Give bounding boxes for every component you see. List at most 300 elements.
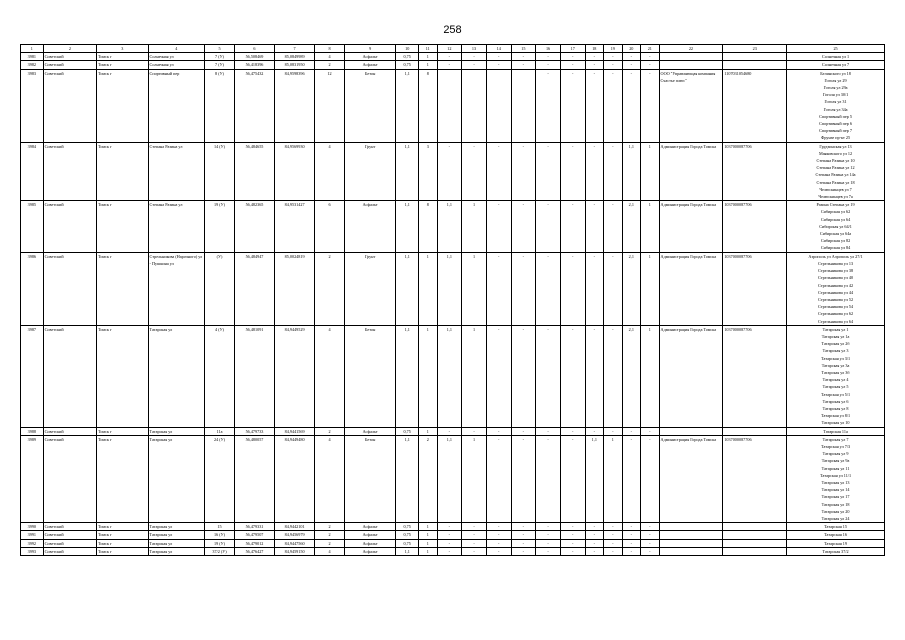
table-cell: Бетон: [344, 325, 395, 427]
table-cell: Степана Разина ул: [148, 201, 205, 252]
table-cell: 84,9456979: [275, 531, 315, 539]
table-cell: [462, 69, 487, 142]
table-cell: -: [511, 531, 536, 539]
table-cell: Грунт: [344, 252, 395, 325]
address-item: Стрельникова ул 52: [818, 296, 854, 302]
address-item: Гоголя ул 29: [824, 77, 847, 83]
table-cell: Томск г: [97, 252, 148, 325]
table-cell: -: [437, 531, 462, 539]
table-cell: -: [536, 61, 561, 69]
address-item: Степана Разина ул 14а: [815, 172, 856, 178]
table-cell: Асфальт: [344, 539, 395, 547]
table-cell: [659, 53, 723, 61]
address-list-cell: [787, 547, 885, 555]
address-item: Татарская ул 7/3: [820, 443, 851, 449]
table-cell: -: [536, 539, 561, 547]
table-cell: -: [641, 69, 660, 142]
table-cell: -: [486, 539, 511, 547]
table-cell: -: [462, 427, 487, 435]
address-list-cell: [787, 539, 885, 547]
column-header: 10: [396, 45, 419, 53]
address-item: Татарская ул 3б: [821, 369, 850, 375]
table-cell: 1: [641, 142, 660, 201]
table-cell: -: [622, 531, 641, 539]
table-cell: -: [486, 201, 511, 252]
table-cell: -: [511, 61, 536, 69]
table-cell: 1: [641, 325, 660, 427]
table-cell: -: [560, 547, 585, 555]
table-cell: 0,75: [396, 531, 419, 539]
address-item: Степана Разина ул 18: [816, 179, 855, 185]
column-header: 16: [536, 45, 561, 53]
table-cell: 85,0831950: [275, 61, 315, 69]
table-cell: Советский: [43, 61, 96, 69]
table-cell: 1: [419, 427, 438, 435]
table-row: [21, 53, 885, 61]
address-item: Стрельникова ул 42: [818, 282, 854, 288]
column-header: 7: [275, 45, 315, 53]
column-header: 6: [234, 45, 274, 53]
table-cell: Бетон: [344, 69, 395, 142]
address-item: Сибирская ул 64а: [819, 231, 852, 237]
table-cell: -: [585, 53, 604, 61]
table-cell: Советский: [43, 252, 96, 325]
table-cell: -: [536, 69, 561, 142]
table-cell: 56,484947: [234, 252, 274, 325]
table-cell: -: [641, 539, 660, 547]
column-header: 21: [641, 45, 660, 53]
table-cell: -: [585, 531, 604, 539]
table-cell: -: [486, 53, 511, 61]
table-cell: 3989: [21, 435, 44, 522]
table-cell: 1: [419, 325, 438, 427]
table-cell: 7 (У): [205, 53, 235, 61]
table-cell: 84,9569930: [275, 142, 315, 201]
register-table: [20, 44, 885, 556]
table-cell: -: [604, 69, 623, 142]
table-cell: 56,479012: [234, 539, 274, 547]
table-cell: -: [560, 523, 585, 531]
table-cell: 1,1: [396, 201, 419, 252]
table-cell: 1: [419, 539, 438, 547]
table-cell: Советский: [43, 435, 96, 522]
table-cell: -: [462, 523, 487, 531]
table-cell: 2: [315, 523, 345, 531]
table-cell: 4: [315, 547, 345, 555]
address-item: Татарская ул 6: [822, 398, 849, 404]
column-header: 13: [462, 45, 487, 53]
table-cell: Томск г: [97, 539, 148, 547]
address-item: Татарская ул 8: [822, 405, 849, 411]
column-header: 19: [604, 45, 623, 53]
table-cell: [723, 53, 787, 61]
table-cell: -: [560, 61, 585, 69]
column-header: 17: [560, 45, 585, 53]
table-cell: -: [622, 427, 641, 435]
address-item: Гоголя ул 34а: [823, 106, 848, 112]
table-cell: 1037000087706: [723, 325, 787, 427]
table-row: [21, 325, 885, 427]
address-item: Стрельникова ул 54: [818, 304, 854, 310]
table-cell: 11а: [205, 427, 235, 435]
table-cell: 1,1: [622, 142, 641, 201]
table-cell: -: [486, 523, 511, 531]
table-cell: 19 (У): [205, 539, 235, 547]
address-item: Гоголя ул 29а: [823, 85, 848, 91]
table-cell: [723, 427, 787, 435]
table-cell: -: [641, 427, 660, 435]
table-cell: Асфальт: [344, 531, 395, 539]
table-cell: Администрация Города Томска: [659, 142, 723, 201]
table-cell: 3: [419, 142, 438, 201]
table-cell: 1: [419, 53, 438, 61]
table-cell: Татарская ул: [148, 325, 205, 427]
table-cell: 6: [315, 201, 345, 252]
table-cell: -: [585, 201, 604, 252]
table-cell: 1,1: [396, 142, 419, 201]
table-cell: Советский: [43, 325, 96, 427]
table-cell: -: [486, 325, 511, 427]
address-item: Татарская ул 11/1: [820, 472, 852, 478]
table-cell: -: [560, 531, 585, 539]
column-header: 3: [97, 45, 148, 53]
table-cell: Асфальт: [344, 427, 395, 435]
address-item: Челюскинцев ул 7а: [818, 194, 853, 200]
address-list-cell: [787, 523, 885, 531]
table-cell: 15: [205, 523, 235, 531]
table-cell: 84,9447560: [275, 539, 315, 547]
address-item: Солнечная ул 7: [821, 62, 850, 68]
table-cell: 0,75: [396, 539, 419, 547]
table-cell: 1: [419, 523, 438, 531]
table-cell: Спортивный пер: [148, 69, 205, 142]
table-cell: -: [511, 435, 536, 522]
table-cell: 1,1: [437, 201, 462, 252]
table-cell: 56,479331: [234, 523, 274, 531]
table-row: [21, 523, 885, 531]
table-cell: 85,0024819: [275, 252, 315, 325]
table-cell: -: [604, 539, 623, 547]
table-cell: -: [511, 53, 536, 61]
table-cell: -: [622, 53, 641, 61]
table-cell: -: [560, 539, 585, 547]
table-cell: 1,1: [396, 69, 419, 142]
table-cell: -: [585, 539, 604, 547]
address-item: Грудзинская ул 13: [819, 143, 852, 149]
table-cell: 0,75: [396, 53, 419, 61]
table-cell: -: [536, 325, 561, 427]
table-cell: 0,75: [396, 61, 419, 69]
table-cell: (У): [205, 252, 235, 325]
table-cell: Администрация Города Томска: [659, 435, 723, 522]
table-row: [21, 531, 885, 539]
table-cell: -: [511, 325, 536, 427]
address-item: Татарская ул 17: [821, 494, 850, 500]
table-cell: 2: [315, 61, 345, 69]
table-cell: 4: [315, 325, 345, 427]
table-cell: -: [536, 53, 561, 61]
address-item: Татарская ул 14: [821, 487, 850, 493]
table-cell: [659, 547, 723, 555]
table-cell: -: [536, 547, 561, 555]
table-cell: 3987: [21, 325, 44, 427]
table-cell: -: [641, 523, 660, 531]
table-cell: Советский: [43, 142, 96, 201]
table-cell: 1037000087706: [723, 252, 787, 325]
table-cell: -: [622, 547, 641, 555]
table-cell: 85,0849989: [275, 53, 315, 61]
table-cell: 3988: [21, 427, 44, 435]
table-cell: -: [462, 61, 487, 69]
address-list-cell: [787, 435, 885, 522]
table-row: [21, 201, 885, 252]
table-cell: 1: [462, 325, 487, 427]
column-header: 8: [315, 45, 345, 53]
address-item: Татарская ул 24: [821, 516, 850, 521]
table-cell: Стрельникова (Нарочного) ул - Пушкина ул: [148, 252, 205, 325]
column-header: 9: [344, 45, 395, 53]
table-cell: 84,9531427: [275, 201, 315, 252]
table-cell: 1: [419, 547, 438, 555]
table-cell: -: [511, 523, 536, 531]
table-cell: [723, 61, 787, 69]
column-header: 12: [437, 45, 462, 53]
table-cell: 2,1: [622, 252, 641, 325]
table-cell: 16 (У): [205, 531, 235, 539]
table-cell: -: [585, 547, 604, 555]
table-cell: 56,481091: [234, 325, 274, 427]
table-cell: 1,1: [396, 435, 419, 522]
table-cell: Асфальт: [344, 523, 395, 531]
column-header: 18: [585, 45, 604, 53]
table-cell: Томск г: [97, 69, 148, 142]
address-item: Сибирская ул 64: [820, 216, 851, 222]
column-header: 5: [205, 45, 235, 53]
table-cell: Советский: [43, 53, 96, 61]
address-item: Спортивный пер 7: [819, 128, 852, 134]
table-cell: -: [486, 547, 511, 555]
table-cell: Советский: [43, 547, 96, 555]
table-cell: -: [437, 427, 462, 435]
table-cell: 3991: [21, 531, 44, 539]
table-cell: Советский: [43, 427, 96, 435]
table-cell: -: [511, 547, 536, 555]
table-cell: 0,75: [396, 523, 419, 531]
table-cell: -: [585, 523, 604, 531]
table-cell: -: [437, 539, 462, 547]
table-row: [21, 252, 885, 325]
table-cell: 8 (У): [205, 69, 235, 142]
table-cell: 1: [419, 252, 438, 325]
address-item: Солнечная ул 1: [821, 54, 850, 60]
table-cell: 3993: [21, 547, 44, 555]
table-cell: 1: [604, 435, 623, 522]
address-item: Татарская ул 9: [822, 451, 849, 457]
table-cell: Солнечная ул: [148, 61, 205, 69]
table-cell: 56,475432: [234, 69, 274, 142]
table-cell: [659, 427, 723, 435]
table-cell: -: [604, 547, 623, 555]
table-cell: 3986: [21, 252, 44, 325]
table-cell: -: [604, 252, 623, 325]
table-cell: Асфальт: [344, 201, 395, 252]
table-cell: -: [437, 142, 462, 201]
table-cell: Советский: [43, 539, 96, 547]
table-cell: [511, 69, 536, 142]
table-cell: Татарская ул: [148, 539, 205, 547]
table-cell: 3992: [21, 539, 44, 547]
table-cell: -: [437, 547, 462, 555]
address-item: Сибирская ул 82: [820, 238, 851, 244]
address-item: Татарская 19: [824, 540, 847, 546]
table-cell: -: [437, 61, 462, 69]
table-cell: -: [536, 523, 561, 531]
table-cell: 2: [419, 435, 438, 522]
table-cell: Асфальт: [344, 53, 395, 61]
address-item: Татарская 37/2: [822, 548, 849, 554]
table-cell: -: [462, 547, 487, 555]
address-item: Стрельникова ул 62: [818, 311, 854, 317]
address-list-cell: [787, 69, 885, 142]
table-cell: -: [560, 427, 585, 435]
column-header: 23: [723, 45, 787, 53]
table-cell: -: [622, 523, 641, 531]
table-cell: Советский: [43, 69, 96, 142]
table-cell: -: [604, 142, 623, 201]
column-header: 15: [511, 45, 536, 53]
table-cell: Томск г: [97, 427, 148, 435]
address-item: Сибирская ул 64/1: [819, 223, 852, 229]
address-item: Татарская ул 3а: [821, 362, 850, 368]
table-cell: 14 (У): [205, 142, 235, 201]
table-cell: Томск г: [97, 61, 148, 69]
table-cell: -: [437, 523, 462, 531]
table-cell: ООО "Управляющая компания Счастье плюс": [659, 69, 723, 142]
table-cell: -: [560, 53, 585, 61]
table-cell: 3981: [21, 53, 44, 61]
table-cell: -: [585, 252, 604, 325]
table-cell: -: [486, 142, 511, 201]
address-item: Спортивный пер 6: [819, 121, 852, 127]
address-list-cell: [787, 531, 885, 539]
address-item: Татарская ул 5/1: [820, 391, 851, 397]
table-cell: 1037000087706: [723, 142, 787, 201]
table-cell: -: [486, 435, 511, 522]
table-cell: 1: [641, 252, 660, 325]
table-cell: -: [486, 252, 511, 325]
table-cell: 0,75: [396, 427, 419, 435]
address-item: Степана Разина ул 10: [816, 158, 855, 164]
table-cell: -: [622, 69, 641, 142]
table-cell: 8: [419, 201, 438, 252]
address-item: Гоголя ул 30/1: [822, 92, 849, 98]
table-cell: 1: [419, 531, 438, 539]
table-cell: 2: [315, 531, 345, 539]
table-cell: Степана Разина ул: [148, 142, 205, 201]
address-item: Маяковского ул 12: [818, 150, 853, 156]
table-cell: Томск г: [97, 142, 148, 201]
table-cell: [659, 523, 723, 531]
column-header: 14: [486, 45, 511, 53]
table-cell: 24 (У): [205, 435, 235, 522]
table-cell: Асфальт: [344, 61, 395, 69]
address-item: Татарская 16: [824, 532, 847, 538]
table-cell: -: [536, 427, 561, 435]
table-cell: Советский: [43, 523, 96, 531]
table-cell: 19 (У): [205, 201, 235, 252]
address-item: Стрельникова ул 40: [818, 275, 854, 281]
address-item: Челюскинцев ул 7: [819, 186, 852, 192]
table-cell: Томск г: [97, 325, 148, 427]
table-cell: 1: [462, 435, 487, 522]
table-cell: 2: [315, 252, 345, 325]
table-cell: Томск г: [97, 523, 148, 531]
address-item: Татарская ул 3/1: [820, 355, 851, 361]
table-cell: -: [511, 201, 536, 252]
table-cell: -: [604, 325, 623, 427]
address-item: Татарская ул 11: [821, 465, 850, 471]
address-item: Белинского ул 18: [820, 70, 851, 76]
table-cell: Татарская ул: [148, 531, 205, 539]
table-cell: 1: [419, 61, 438, 69]
address-item: Татарская ул 13: [821, 479, 850, 485]
table-row: [21, 435, 885, 522]
address-list-cell: [787, 427, 885, 435]
table-cell: 4: [315, 142, 345, 201]
table-cell: Томск г: [97, 201, 148, 252]
table-cell: -: [536, 252, 561, 325]
table-cell: -: [604, 531, 623, 539]
table-cell: -: [604, 61, 623, 69]
table-cell: [723, 523, 787, 531]
table-cell: -: [560, 69, 585, 142]
table-row: [21, 427, 885, 435]
table-cell: 84,9449480: [275, 435, 315, 522]
table-cell: -: [462, 53, 487, 61]
table-cell: -: [622, 435, 641, 522]
address-item: Стрельникова ул 64: [818, 318, 854, 324]
address-item: Стрельникова ул 44: [818, 289, 854, 295]
address-item: Фрунзе пр-кт 25: [821, 135, 851, 141]
table-cell: -: [536, 201, 561, 252]
table-cell: Администрация Города Томска: [659, 252, 723, 325]
table-cell: -: [641, 531, 660, 539]
table-cell: -: [585, 142, 604, 201]
table-row: [21, 61, 885, 69]
table-cell: -: [560, 252, 585, 325]
table-cell: -: [622, 61, 641, 69]
table-cell: 8: [419, 69, 438, 142]
table-cell: 4 (У): [205, 325, 235, 427]
table-cell: 84,9598396: [275, 69, 315, 142]
table-cell: Томск г: [97, 547, 148, 555]
address-item: Сибирская ул 62: [820, 209, 851, 215]
table-cell: 3985: [21, 201, 44, 252]
table-row: [21, 69, 885, 142]
address-list-cell: [787, 252, 885, 325]
table-cell: [659, 531, 723, 539]
column-header: 11: [419, 45, 438, 53]
table-cell: 56,484655: [234, 142, 274, 201]
table-cell: 56,480057: [234, 435, 274, 522]
table-cell: -: [462, 142, 487, 201]
address-item: Татарская ул 1а: [821, 333, 850, 339]
table-cell: Асфальт: [344, 547, 395, 555]
column-header: 22: [659, 45, 723, 53]
table-cell: -: [604, 53, 623, 61]
address-item: Татарская ул 1: [822, 326, 849, 332]
address-list-cell: [787, 201, 885, 252]
